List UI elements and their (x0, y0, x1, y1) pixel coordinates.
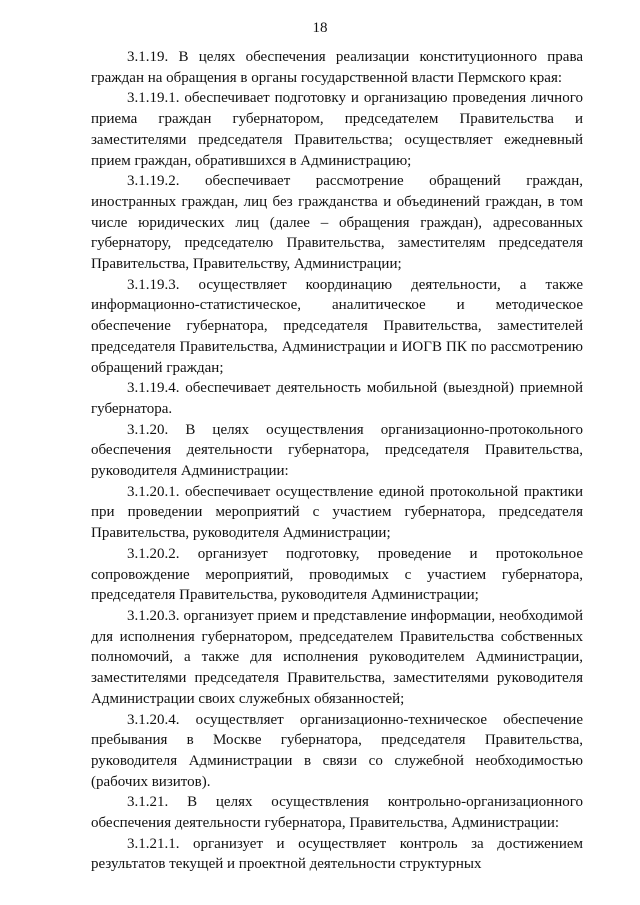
document-body (91, 47, 583, 875)
paragraph-3-1-19-1: 3.1.19.1. обеспечивает подготовку и организацию проведения личного приема граждан губернатором, председателем Правительства и заместителями председателя Правительства; осуществляет ежедневный прием граждан, обратившихся в Администрацию; (91, 90, 583, 169)
paragraph-3-1-20-1: 3.1.20.1. обеспечивает осуществление единой протокольной практики при проведении мероприятий с участием губернатора, председателя Правительства, руководителя Администрации; (91, 483, 583, 542)
paragraph-3-1-21: 3.1.21. В целях осуществления контрольно-организационного обеспечения деятельности губернатора, Правительства, Администрации: (91, 794, 583, 832)
paragraph-3-1-19: 3.1.19. В целях обеспечения реализации конституционного права граждан на обращения в органы государственной власти Пермского края: (91, 49, 583, 86)
page-number: 18 (312, 20, 328, 36)
paragraph-3-1-19-3: 3.1.19.3. осуществляет координацию деятельности, а также информационно-статистическое, аналитическое и методическое обеспечение губернатора, председателя Правительства, заместителей председателя Правительства, Администрации и ИОГВ ПК по рассмотрению обращений граждан; (91, 276, 583, 376)
paragraph-3-1-19-4: 3.1.19.4. обеспечивает деятельность мобильной (выездной) приемной губернатора. (91, 380, 583, 417)
paragraph-3-1-20-2: 3.1.20.2. организует подготовку, проведение и протокольное сопровождение мероприятий, проводимых с участием губернатора, председателя Правительства, руководителя Администрации; (91, 545, 583, 604)
paragraph-3-1-20-4: 3.1.20.4. осуществляет организационно-техническое обеспечение пребывания в Москве губернатора, председателя Правительства, руководителя Администрации в связи со служебной необходимостью (рабочих визитов). (91, 711, 583, 790)
paragraph-3-1-19-2: 3.1.19.2. обеспечивает рассмотрение обращений граждан, иностранных граждан, лиц без гражданства и объединений граждан, в том числе юридических лиц (далее – обращения граждан), адресованных губернатору, председателю Правительства, заместителям председателя Правительства, Правительству, Администрации; (91, 173, 583, 273)
paragraph-3-1-20: 3.1.20. В целях осуществления организационно-протокольного обеспечения деятельности губернатора, председателя Правительства, руководителя Администрации: (91, 421, 583, 480)
paragraph-3-1-21-1: 3.1.21.1. организует и осуществляет контроль за достижением результатов текущей и проектной деятельности структурных (91, 835, 583, 873)
paragraph-3-1-20-3: 3.1.20.3. организует прием и представление информации, необходимой для исполнения губернатором, председателем Правительства собственных полномочий, а также для исполнения руководителем Администрации, заместителями председателя Правительства, заместителями руководителя Администрации своих служебных обязанностей; (91, 607, 583, 707)
